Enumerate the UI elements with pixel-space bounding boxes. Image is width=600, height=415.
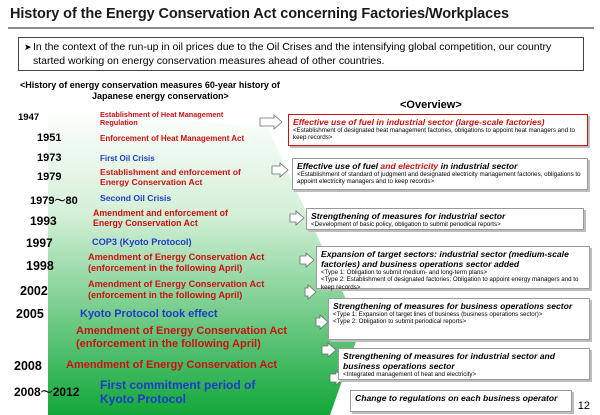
timeline-event: Establishment and enforcement of Energy Conservation Act — [100, 167, 241, 187]
timeline-year: 1951 — [37, 132, 62, 144]
intro-text: In the context of the run-up in oil prices due to the Oil Crises and the intensifying global competition, our country started working on energy conservation measures ahead of other countries. — [33, 41, 552, 67]
overview-title: Effective use of fuel and electricity in industrial sector — [297, 161, 518, 171]
timeline-year: 1998 — [26, 259, 54, 273]
callout-arrow — [260, 115, 282, 129]
timeline-event: Amendment of Energy Conservation Act — [66, 359, 278, 371]
timeline-year: 2005 — [16, 307, 44, 321]
history-heading-line2: Japanese energy conservation> — [92, 91, 229, 101]
timeline-year: 1973 — [37, 152, 62, 164]
timeline-event: Amendment of Energy Conservation Act (enforcement in the following April) — [88, 252, 265, 273]
timeline-event: Amendment of Energy Conservation Act (enforcement in the following April) — [88, 279, 265, 300]
overview-box — [328, 298, 590, 340]
timeline-event: Amendment and enforcement of Energy Conservation Act — [93, 208, 228, 229]
overview-title: Strengthening of measures for business operations sector — [333, 301, 573, 311]
timeline-year: 1979 — [37, 171, 62, 183]
slide-title: History of the Energy Conservation Act concerning Factories/Workplaces — [10, 6, 510, 22]
history-heading: <History of energy conservation measures 60-year history of — [20, 80, 280, 90]
overview-detail: <Development of basic policy, obligation to submit periodical reports> — [311, 221, 501, 228]
overview-title: Strengthening of measures for industrial sector and business operations sector — [343, 351, 556, 371]
timeline-event: Amendment of Energy Conservation Act (enforcement in the following April) — [76, 325, 288, 350]
timeline-year: 2008〜2012 — [14, 385, 80, 399]
timeline-year: 1997 — [26, 236, 53, 250]
overview-detail: <Integrated management of heat and electricity> — [343, 371, 477, 378]
overview-title: Strengthening of measures for industrial sector — [311, 211, 506, 221]
overview-box — [288, 114, 588, 146]
overview-title: Effective use of fuel in industrial sector (large-scale factories) — [293, 117, 545, 127]
overview-label: <Overview> — [400, 99, 462, 111]
overview-detail: <Establishment of standard of judgment and designated electricity management factories, obligations to appoint electricity managers and to keep records> — [297, 171, 581, 186]
arrow-bullet-icon: ➤ — [24, 42, 32, 52]
overview-box — [350, 390, 572, 412]
timeline-event: Kyoto Protocol took effect — [80, 308, 218, 320]
timeline-event: First commitment period of Kyoto Protocol — [100, 378, 256, 406]
timeline-year: 2008 — [14, 359, 42, 373]
timeline-event: COP3 (Kyoto Protocol) — [92, 237, 192, 247]
overview-title: Change to regulations on each business operator — [355, 393, 558, 403]
overview-detail: <Type 1: Obligation to submit medium- and long-term plans> <Type 2: Establishment of designated factories: Obligation to appoint energy managers and to keep records> — [321, 269, 579, 291]
overview-box — [306, 208, 584, 230]
timeline-event: First Oil Crisis — [100, 154, 155, 163]
overview-box — [338, 348, 590, 380]
overview-box — [316, 246, 590, 289]
timeline-year: 2002 — [20, 284, 48, 298]
overview-detail: <Establishment of designated heat management factories, obligations to appoint heat managers and to keep records> — [293, 127, 575, 142]
overview-detail: <Type 1: Expansion of target lines of business (business operations sector)> <Type 2: Obligation to submit periodical reports> — [333, 311, 543, 326]
timeline-event: Second Oil Crisis — [100, 193, 172, 203]
timeline-event: Establishment of Heat Management Regulation — [100, 110, 224, 128]
page-number: 12 — [577, 400, 590, 412]
overview-box — [292, 158, 588, 190]
timeline-year: 1993 — [30, 214, 57, 228]
timeline-year: 1947 — [18, 112, 40, 123]
timeline-year: 1979〜80 — [30, 195, 78, 207]
timeline-event: Enforcement of Heat Management Act — [100, 134, 245, 143]
overview-title: Expansion of target sectors: industrial sector (medium-scale factories) and business operations sector added — [321, 249, 569, 269]
